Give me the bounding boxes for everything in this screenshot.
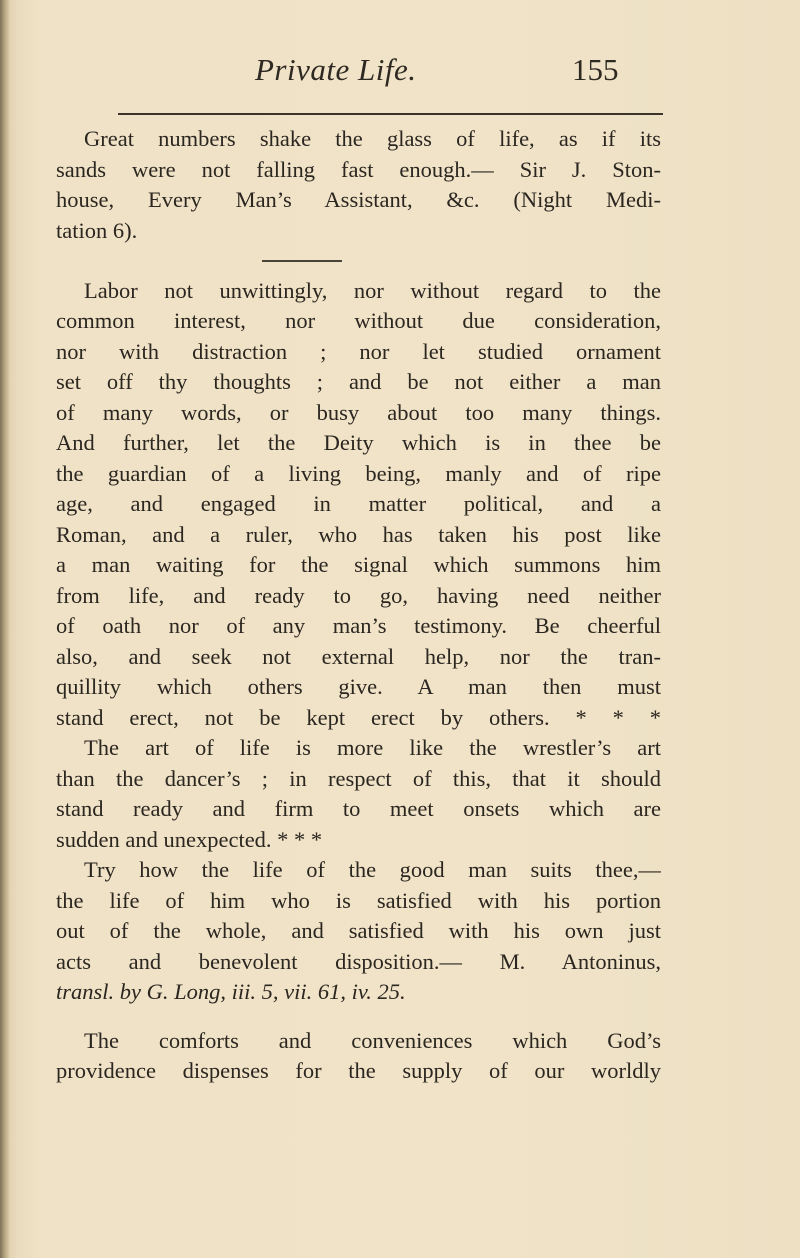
- text-line: sands were not falling fast enough.— Sir J. Ston-: [56, 156, 661, 182]
- text-line: a man waiting for the signal which summons him: [56, 552, 661, 577]
- running-title: Private Life.: [255, 52, 417, 87]
- text-line: quillity which others give. A man then must: [56, 674, 661, 699]
- text-line: Great numbers shake the glass of life, as if its: [84, 126, 661, 151]
- text-line: acts and benevolent disposition.— M. Antoninus,: [56, 948, 661, 974]
- text-line: stand ready and firm to meet onsets which are: [56, 796, 661, 821]
- text-line: And further, let the Deity which is in thee be: [56, 430, 661, 455]
- body-text: [56, 124, 661, 1087]
- text-line: of many words, or busy about too many things.: [56, 399, 661, 425]
- citation-line: transl. by G. Long, iii. 5, vii. 61, iv. 25.: [56, 979, 406, 1004]
- text-line: Labor not unwittingly, nor without regard to the: [84, 277, 661, 303]
- section-separator-rule: [262, 260, 342, 262]
- text-line: the guardian of a living being, manly and of ripe: [56, 460, 661, 486]
- text-line: Roman, and a ruler, who has taken his post like: [56, 521, 661, 547]
- page-number: 155: [572, 52, 619, 87]
- text-line: age, and engaged in matter political, and a: [56, 491, 661, 516]
- text-line: set off thy thoughts ; and be not either a man: [56, 369, 661, 394]
- paragraph-gap: [56, 1008, 661, 1026]
- text-line: The comforts and conveniences which God’s: [84, 1027, 661, 1053]
- text-line: the life of him who is satisfied with his portion: [56, 887, 661, 913]
- text-line: out of the whole, and satisfied with his own just: [56, 918, 661, 943]
- text-line: providence dispenses for the supply of our worldly: [56, 1058, 661, 1083]
- text-line: than the dancer’s ; in respect of this, that it should: [56, 765, 661, 791]
- text-line: house, Every Man’s Assistant, &c. (Night Medi-: [56, 187, 661, 212]
- quotation-providence: [56, 1026, 661, 1087]
- text-line: from life, and ready to go, having need neither: [56, 582, 661, 608]
- header-rule: [118, 113, 663, 115]
- text-line: The art of life is more like the wrestler’s art: [84, 735, 661, 760]
- quotation-antoninus: [56, 276, 661, 1008]
- page-header: [0, 52, 800, 102]
- quotation-stonhouse: [56, 124, 661, 246]
- text-line: also, and seek not external help, nor the tran-: [56, 643, 661, 669]
- text-line: of oath nor of any man’s testimony. Be cheerful: [56, 613, 661, 638]
- text-line: sudden and unexpected. * * *: [56, 826, 323, 852]
- text-line: common interest, nor without due consideration,: [56, 308, 661, 333]
- text-line: Try how the life of the good man suits thee,—: [84, 857, 661, 882]
- text-line: nor with distraction ; nor let studied ornament: [56, 338, 661, 364]
- text-line: tation 6).: [56, 217, 138, 243]
- text-line: stand erect, not be kept erect by others. * * *: [56, 704, 661, 730]
- page-binding-edge: [0, 0, 10, 1258]
